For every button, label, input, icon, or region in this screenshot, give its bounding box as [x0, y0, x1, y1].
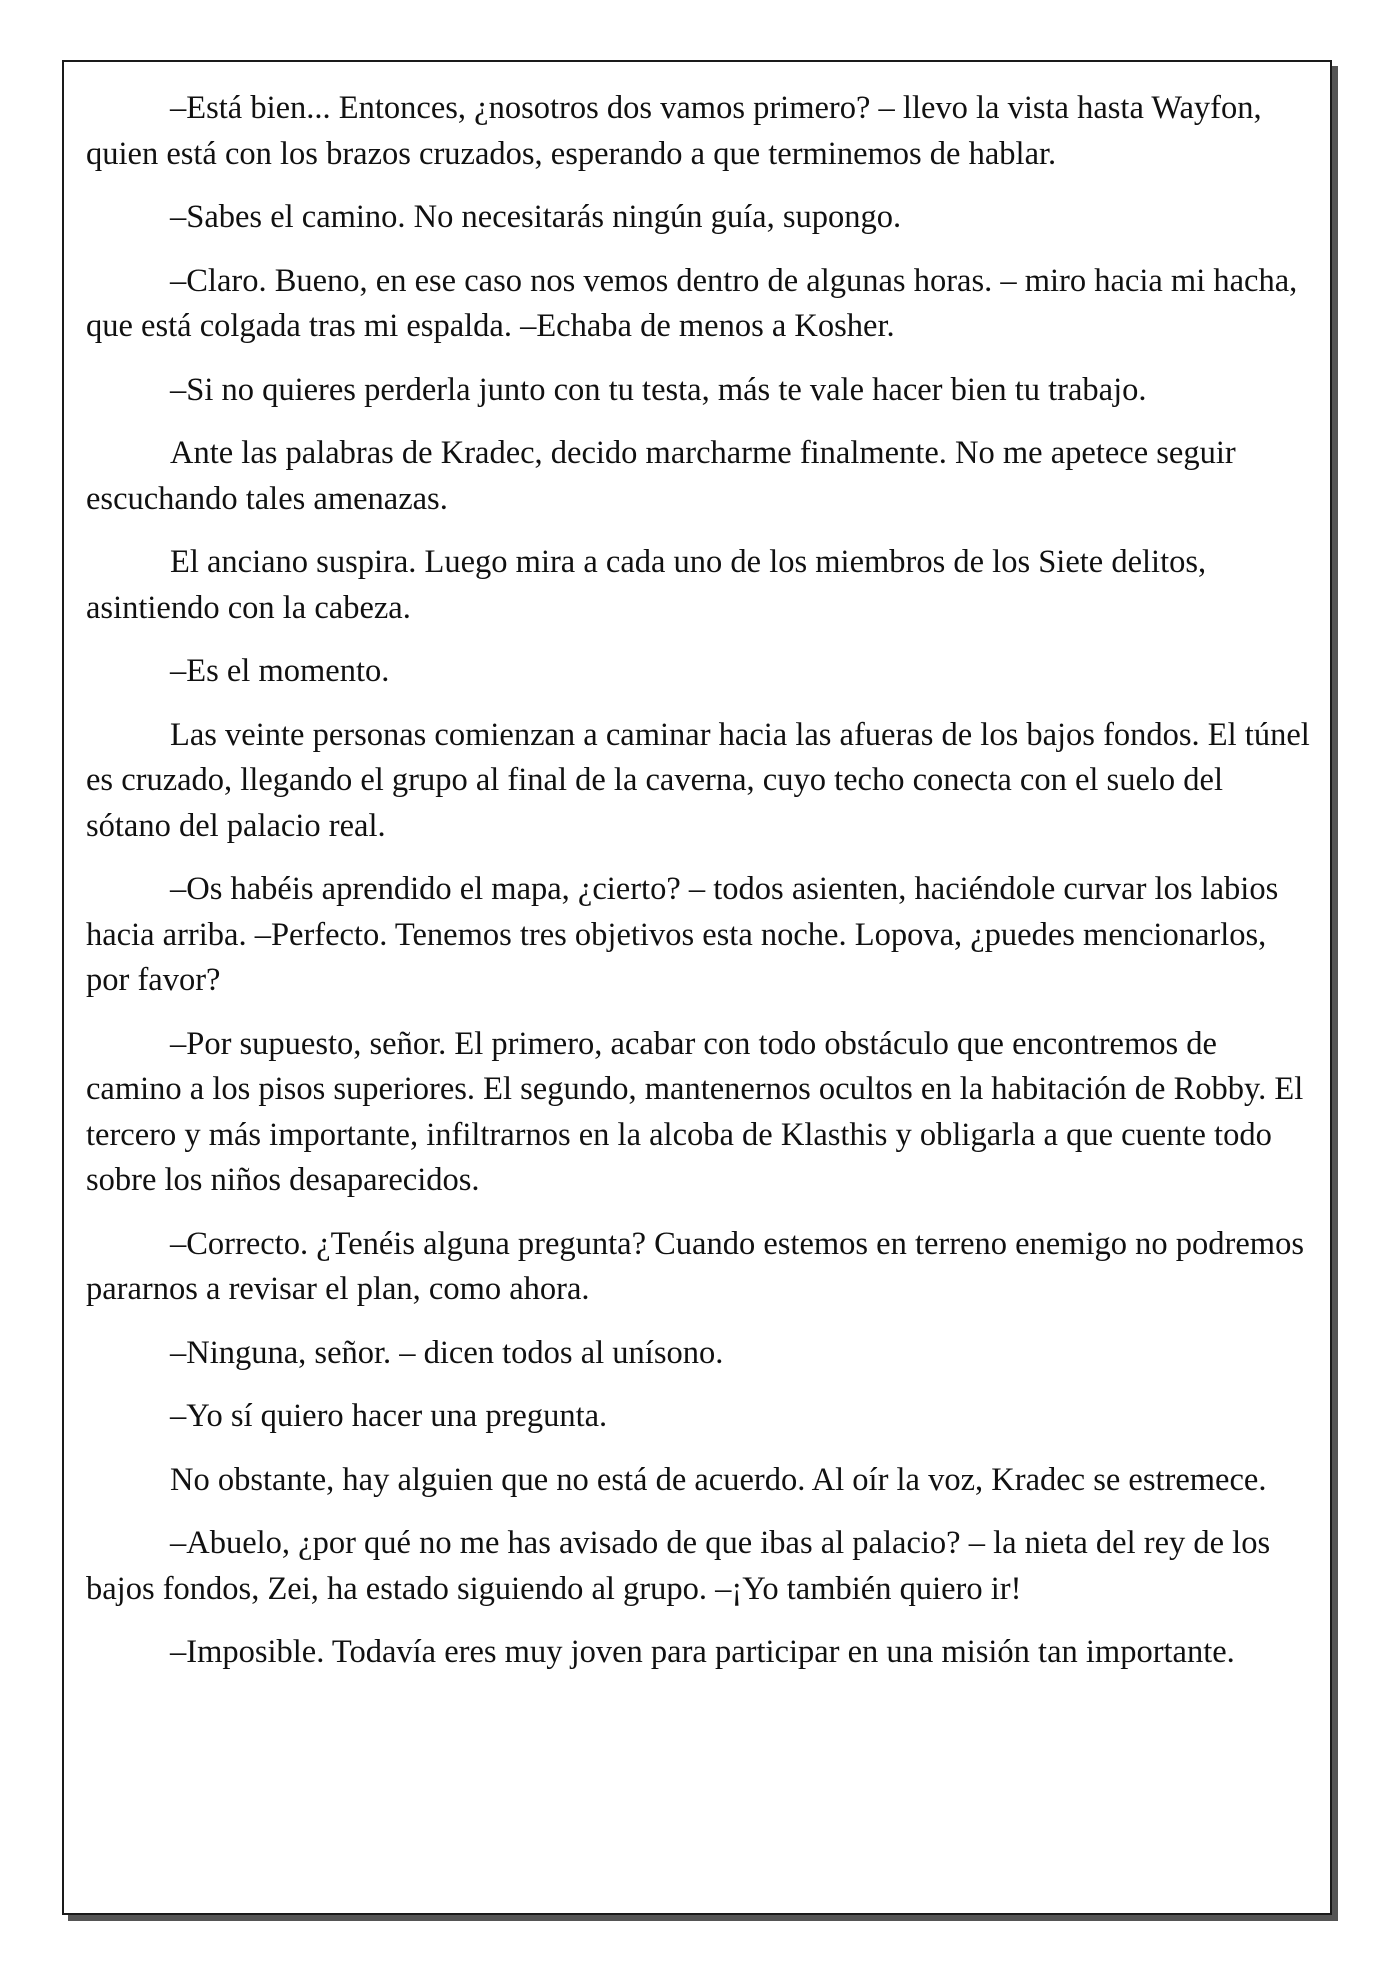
- paragraph: –Ninguna, señor. – dicen todos al unísono.: [170, 1334, 724, 1371]
- paragraph: –Sabes el camino. No necesitarás ningún guía, supongo.: [170, 199, 902, 235]
- paragraph: Ante las palabras de Kradec, decido marcharme finalmente. No me apetece seguir escuchando tales amenazas.: [86, 435, 1236, 517]
- paragraph: No obstante, hay alguien que no está de acuerdo. Al oír la voz, Kradec se estremece.: [170, 1461, 1267, 1498]
- paragraph: –Claro. Bueno, en ese caso nos vemos dentro de algunas horas. – miro hacia mi hacha, que está colgada tras mi espalda. –Echaba de menos a Kosher.: [86, 262, 1298, 344]
- paragraph: –Os habéis aprendido el mapa, ¿cierto? – todos asienten, haciéndole curvar los labios hacia arriba. –Perfecto. Tenemos tres objetivos esta noche. Lopova, ¿puedes mencionarlos, por favor?: [86, 871, 1279, 998]
- paragraph: –Abuelo, ¿por qué no me has avisado de que ibas al palacio? – la nieta del rey de los bajos fondos, Zei, ha estado siguiendo al grupo. –¡Yo también quiero ir!: [86, 1525, 1271, 1607]
- paragraph: El anciano suspira. Luego mira a cada uno de los miembros de los Siete delitos, asintiendo con la cabeza.: [86, 544, 1207, 626]
- page-frame: [62, 60, 1332, 1915]
- paragraph: –Por supuesto, señor. El primero, acabar con todo obstáculo que encontremos de camino a los pisos superiores. El segundo, mantenernos ocultos en la habitación de Robby. El tercero y más importante, infiltrarnos en la alcoba de Klasthis y obligarla a que cuente todo sobre los niños desaparecidos.: [86, 1025, 1304, 1198]
- document-text: [86, 86, 1314, 1694]
- paragraph: –Está bien... Entonces, ¿nosotros dos vamos primero? – llevo la vista hasta Wayfon, quien está con los brazos cruzados, esperando a que terminemos de hablar.: [86, 90, 1262, 172]
- paragraph: –Imposible. Todavía eres muy joven para participar en una misión tan importante.: [170, 1634, 1235, 1670]
- paragraph: –Si no quieres perderla junto con tu testa, más te vale hacer bien tu trabajo.: [170, 371, 1147, 408]
- paragraph: –Yo sí quiero hacer una pregunta.: [170, 1398, 608, 1434]
- paragraph: –Correcto. ¿Tenéis alguna pregunta? Cuando estemos en terreno enemigo no podremos pararnos a revisar el plan, como ahora.: [86, 1225, 1304, 1307]
- paragraph: Las veinte personas comienzan a caminar hacia las afueras de los bajos fondos. El túnel es cruzado, llegando el grupo al final de la caverna, cuyo techo conecta con el suelo del sótano del palacio real.: [86, 716, 1310, 844]
- paragraph: –Es el momento.: [170, 653, 390, 689]
